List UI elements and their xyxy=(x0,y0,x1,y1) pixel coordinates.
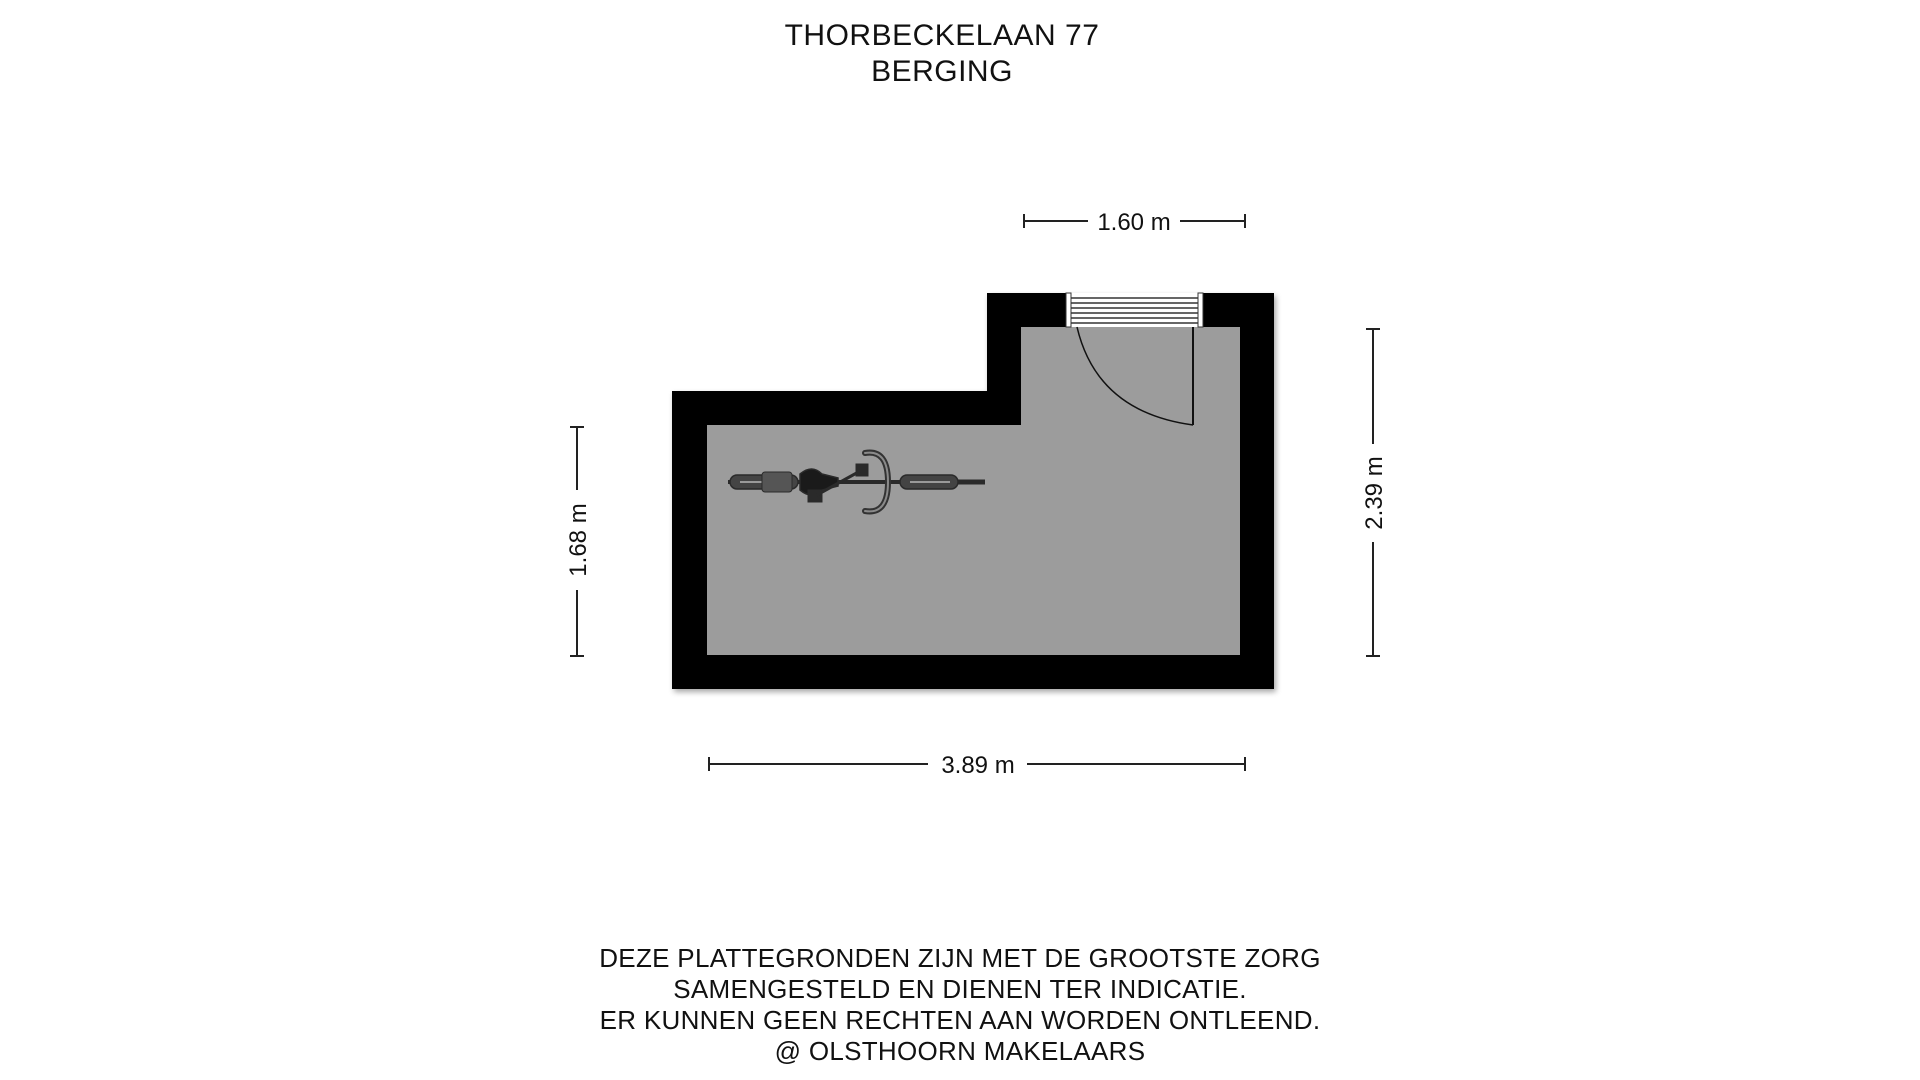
disclaimer xyxy=(0,943,1920,1067)
dimension-bottom-width-label: 3.89 m xyxy=(941,752,1015,779)
disclaimer-line: DEZE PLATTEGRONDEN ZIJN MET DE GROOTSTE ZORG xyxy=(599,943,1321,973)
disclaimer-line: ER KUNNEN GEEN RECHTEN AAN WORDEN ONTLEEND. xyxy=(599,1005,1321,1035)
disclaimer-line: @ OLSTHOORN MAKELAARS xyxy=(774,1036,1146,1066)
dimension-left-height-label: 1.68 m xyxy=(565,503,592,577)
dimension-top-width-label: 1.60 m xyxy=(1097,209,1171,236)
disclaimer-line: SAMENGESTELD EN DIENEN TER INDICATIE. xyxy=(673,974,1247,1004)
dimension-right-height-label: 2.39 m xyxy=(1361,456,1388,530)
room-title: BERGING xyxy=(871,55,1013,88)
address-title: THORBECKELAAN 77 xyxy=(784,19,1100,52)
